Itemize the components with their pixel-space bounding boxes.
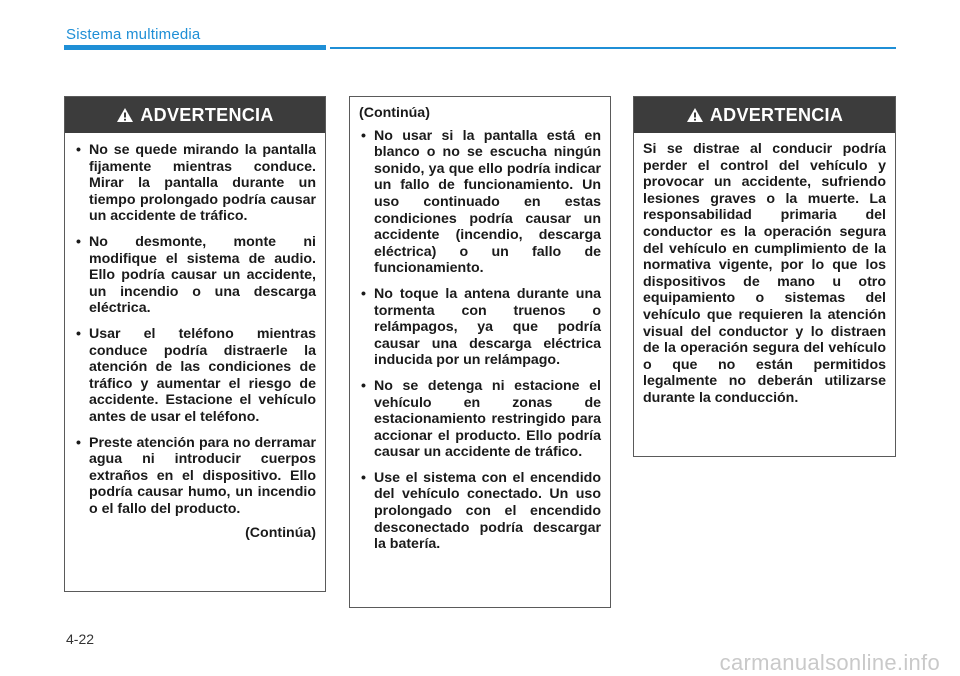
list-item: • No desmonte, monte ni modifique el sistema de audio. Ello podría causar un accidente, un incendio o una descarga eléctrica.	[74, 234, 316, 317]
watermark: carmanualsonline.info	[719, 650, 940, 675]
continued-label: (Continúa)	[359, 105, 430, 121]
warning-triangle-icon	[116, 107, 134, 123]
warning-heading: ADVERTENCIA	[709, 104, 844, 125]
warning-box-left	[64, 96, 326, 592]
warning-triangle-icon	[686, 107, 704, 123]
page-number: 4-22	[66, 631, 95, 647]
warning-box-header	[65, 97, 325, 133]
list-item: • Use el sistema con el encendido del vehículo conectado. Un uso prolongado con el encendido desconectado podría descargar la batería.	[359, 470, 601, 553]
section-title: Sistema multimedia	[66, 26, 201, 43]
list-item: • No toque la antena durante una tormenta con truenos o relámpagos, ya que podría causar una descarga eléctrica inducida por un relámpago.	[359, 286, 601, 369]
list-item: • Preste atención para no derramar agua ni introducir cuerpos extraños en el dispositivo. Ello podría causar humo, un incendio o el fallo del producto.	[74, 435, 316, 518]
list-item: • No usar si la pantalla está en blanco o no se escucha ningún sonido, ya que ello podría indicar un fallo de funcionamiento. Un uso continuado en estas condiciones podría causar un accidente (incendio, descarga eléctrica) o un fallo de funcionamiento.	[359, 128, 601, 277]
warning-box-continued	[349, 96, 611, 608]
warning-list	[359, 128, 601, 553]
warning-box-header	[634, 97, 895, 133]
list-item: • No se detenga ni estacione el vehículo en zonas de estacionamiento restringido para accionar el producto. Ello podría causar un accidente de tráfico.	[359, 378, 601, 461]
list-item: • Usar el teléfono mientras conduce podría distraerle la atención de las condiciones de tráfico y aumentar el riesgo de accidente. Estacione el vehículo antes de usar el teléfono.	[74, 326, 316, 426]
warning-paragraph: Si se distrae al conducir podría perder el control del vehículo y provocar un accidente, sufriendo lesiones graves o la muerte. La responsabilidad primaria del conductor es la operación segura del vehículo en cumplimiento de la normativa vigente, por lo que los dispositivos de mano u otro equipamiento o sistemas del vehículo que requieren la atención visual del conductor y lo distraen de la operación segura del vehículo o que no están permitidos legalmente no deberán utilizarse durante la conducción.	[643, 141, 886, 406]
continued-label: (Continúa)	[245, 525, 316, 542]
header-rule-thick	[64, 45, 326, 50]
warning-box-right	[633, 96, 896, 457]
list-item: • No se quede mirando la pantalla fijamente mientras conduce. Mirar la pantalla durante un tiempo prolongado podría causar un accidente de tráfico.	[74, 142, 316, 225]
warning-heading: ADVERTENCIA	[140, 104, 274, 125]
header-rule-thin	[330, 47, 896, 49]
warning-list	[74, 142, 316, 517]
